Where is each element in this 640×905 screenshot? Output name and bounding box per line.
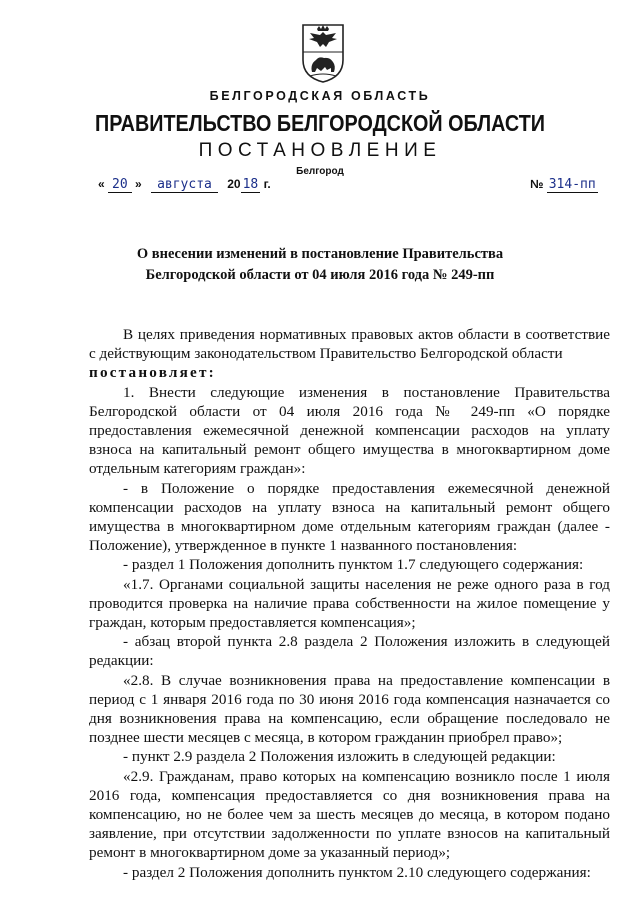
date-day: 20: [108, 177, 132, 193]
title-line-1: О внесении изменений в постановление Правительства: [136, 246, 504, 262]
title-line-2: Белгородской области от 04 июля 2016 года № 249-пп: [145, 267, 495, 283]
document-body: [89, 325, 610, 882]
close-quote: »: [135, 177, 142, 191]
date-month: августа: [151, 177, 218, 193]
paragraph-9: - раздел 2 Положения дополнить пунктом 2.10 следующего содержания:: [123, 863, 591, 881]
intro-paragraph: В целях приведения нормативных правовых актов области в соответствие с действующим законодательством Правительство Белгородской области: [89, 326, 610, 363]
paragraph-3: - раздел 1 Положения дополнить пунктом 1.7 следующего содержания:: [123, 556, 584, 574]
government-name: ПРАВИТЕЛЬСТВО БЕЛГОРОДСКОЙ ОБЛАСТИ: [95, 110, 545, 136]
document-type: ПОСТАНОВЛЕНИЕ: [198, 140, 442, 161]
decides-word: постановляет:: [89, 364, 216, 382]
city-name: Белгород: [296, 166, 344, 177]
belgorod-coat-of-arms-icon: [300, 22, 346, 84]
date-year-unit: г.: [263, 177, 271, 191]
paragraph-8: «2.9. Гражданам, право которых на компенсацию возникло после 1 июля 2016 года, компенсация предоставляется со дня возникновения права на компенсацию, но не более чем за шесть месяцев до месяца, в котором подано заявление, при отсутствии задолженности по уплате взносов на капитальный ремонт в многоквартирном доме за указанный период»;: [89, 767, 610, 862]
date-year-suffix: 18: [242, 177, 259, 192]
date-year-prefix: 20: [227, 177, 241, 191]
region-name: БЕЛГОРОДСКАЯ ОБЛАСТЬ: [209, 89, 431, 103]
open-quote: «: [98, 177, 105, 191]
paragraph-4: «1.7. Органами социальной защиты населения не реже одного раза в год проводится проверка на наличие права собственности на жилое помещение у граждан, которым предоставляется компенсация»;: [89, 575, 610, 632]
number-value: 314-пп: [548, 177, 596, 192]
document-number: [530, 177, 598, 193]
paragraph-1: 1. Внести следующие изменения в постановление Правительства Белгородской области от 04 июля 2016 года № 249-пп «О порядке предоставления ежемесячной денежной компенсации расходов на уплату взноса на капитальный ремонт общего имущества в многоквартирном доме отдельным категориям граждан»:: [89, 383, 610, 478]
number-label: №: [530, 177, 544, 191]
paragraph-6: «2.8. В случае возникновения права на предоставление компенсации в период с 1 января 2016 года по 30 июня 2016 года компенсация назначается со дня возникновения права на компенсацию, если обращение последовало не позднее шести месяцев с месяца, в котором гражданин приобрел право»;: [89, 671, 610, 747]
paragraph-2: - в Положение о порядке предоставления ежемесячной денежной компенсации расходов на уплату взноса на капитальный ремонт общего имущества в многоквартирном доме отдельным категориям граждан (далее - Положение), утвержденное в пункте 1 названного постановления:: [89, 479, 610, 555]
paragraph-7: - пункт 2.9 раздела 2 Положения изложить в следующей редакции:: [123, 748, 556, 766]
decides-line: [89, 363, 610, 382]
document-date: [98, 177, 271, 193]
paragraph-5: - абзац второй пункта 2.8 раздела 2 Положения изложить в следующей редакции:: [89, 633, 610, 670]
document-title: [120, 244, 520, 286]
